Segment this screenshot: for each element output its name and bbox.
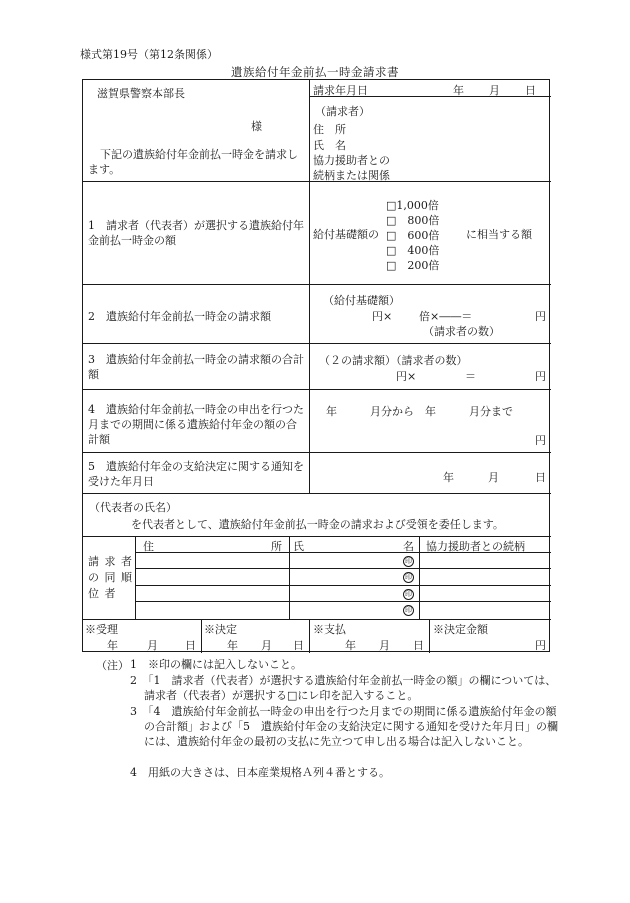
item2-label: 2 遺族給付年金前払一時金の請求額 [88, 310, 271, 323]
option-800[interactable]: □ 800倍 [386, 214, 440, 227]
note-1: 1 ※印の欄には記入しないこと。 [130, 658, 302, 671]
office-decided-day: 日 [293, 639, 304, 652]
request-sentence: 下記の遺族給付年金前払一時金を請求します。 [88, 148, 298, 176]
rule [309, 619, 310, 653]
item2-claimant-count: （請求者の数） [423, 325, 500, 338]
item3-equals: ＝ [465, 370, 476, 383]
item5-month: 月 [488, 471, 499, 484]
consent-header-address-left: 住 [143, 540, 154, 553]
rule [83, 343, 551, 344]
consent-header-name-left: 氏 [293, 540, 304, 553]
option-600[interactable]: □ 600倍 [386, 229, 440, 242]
rule [83, 493, 551, 494]
form-title: 遺族給付年金前払一時金請求書 [231, 65, 399, 79]
office-received-month: 月 [147, 639, 158, 652]
item3-label: 3 遺族給付年金前払一時金の請求額の合計額 [88, 353, 304, 381]
option-1000[interactable]: □1,000倍 [386, 199, 439, 212]
rule [289, 536, 290, 619]
rule [83, 452, 551, 453]
consent-header-relationship: 協力援助者との続柄 [426, 540, 525, 553]
item1-prefix: 給付基礎額の [313, 228, 379, 241]
item4-yen: 円 [535, 434, 546, 447]
item2-yen: 円 [535, 310, 546, 323]
office-received-year: 年 [107, 639, 118, 652]
rule [201, 619, 202, 653]
rule [419, 536, 420, 619]
item5-year: 年 [443, 471, 454, 484]
office-amount-label: ※決定金額 [433, 623, 488, 636]
office-paid-month: 月 [379, 639, 390, 652]
rule [135, 601, 551, 602]
date-month: 月 [489, 84, 500, 97]
note-3: 3 「4 遺族給付年金前払一時金の申出を行つた月までの期間に係る遺族給付年金の額の合計額」および「5 遺族給付年金の支給決定に関する通知を受けた年月日」の欄には、遺族給付年金の最初の支払に先立つて申し出る場合は記入しないこと。 [130, 705, 558, 748]
address-label: 住 所 [313, 123, 346, 136]
office-received-label: ※受理 [85, 623, 118, 636]
office-decided-month: 月 [261, 639, 272, 652]
representative-label: （代表者の氏名） [89, 501, 177, 514]
office-decided-year: 年 [227, 639, 238, 652]
note-4: 4 用紙の大きさは、日本産業規格Ａ列４番とする。 [130, 766, 390, 779]
rule [83, 536, 551, 537]
rule [83, 389, 551, 390]
office-paid-year: 年 [345, 639, 356, 652]
option-200[interactable]: □ 200倍 [386, 259, 440, 272]
seal-mark: 印 [405, 557, 412, 565]
seal-mark: 印 [405, 573, 412, 581]
office-paid-day: 日 [413, 639, 424, 652]
item1-label: 1 請求者（代表者）が選択する遺族給付年金前払一時金の額 [88, 219, 304, 247]
representative-sentence: を代表者として、遺族給付年金前払一時金の請求および受領を委任します。 [131, 518, 504, 531]
item3-yen: 円 [535, 370, 546, 383]
item2-yen-times: 円× [372, 310, 393, 323]
item5-label: 5 遺族給付年金の支給決定に関する通知を受けた年月日 [88, 460, 304, 488]
form-number: 様式第19号（第12条関係） [80, 48, 218, 61]
rule [309, 80, 310, 493]
option-400[interactable]: □ 400倍 [386, 244, 440, 257]
form-table [82, 79, 550, 652]
item3-header: （２の請求額）（請求者の数） [319, 354, 468, 367]
office-received-day: 日 [185, 639, 196, 652]
consent-label-2: の 同 順 [88, 571, 133, 584]
notes-label: （注） [96, 659, 129, 672]
claimant-header: （請求者） [315, 105, 370, 118]
seal-mark: 印 [405, 590, 412, 598]
rule [429, 619, 430, 653]
relationship-label: 協力援助者との 続柄または関係 [313, 154, 390, 182]
rule [135, 536, 136, 619]
office-paid-label: ※支払 [313, 623, 346, 636]
item3-yen-times: 円× [396, 370, 417, 383]
rule [135, 585, 551, 586]
rule [135, 568, 551, 569]
request-date-label: 請求年月日 [313, 84, 368, 97]
date-day: 日 [525, 84, 536, 97]
item1-suffix: に相当する額 [466, 228, 532, 241]
consent-header-address-right: 所 [271, 540, 282, 553]
item2-times-fraction: 倍×――＝ [419, 310, 473, 323]
item4-label: 4 遺族給付年金前払一時金の申出を行つた月までの期間に係る遺族給付年金の額の合計額 [88, 403, 304, 446]
item5-day: 日 [535, 471, 546, 484]
rule [83, 619, 551, 620]
office-decided-label: ※決定 [204, 623, 237, 636]
seal-mark: 印 [405, 606, 412, 614]
note-2: 2 「1 請求者（代表者）が選択する遺族給付年金前払一時金の額」の欄については、請求者（代表者）が選択する□にレ印を記入すること。 [130, 674, 557, 702]
name-label: 氏 名 [313, 139, 346, 152]
rule [83, 284, 551, 285]
date-year: 年 [453, 84, 464, 97]
item4-period: 年 月分から 年 月分まで [326, 405, 513, 418]
honorific: 様 [251, 120, 262, 133]
item2-base-label: （給付基礎額） [323, 294, 400, 307]
addressee: 滋賀県警察本部長 [97, 87, 185, 100]
office-amount-yen: 円 [535, 639, 546, 652]
consent-label-1: 請 求 者 [88, 555, 133, 568]
consent-header-name-right: 名 [403, 540, 414, 553]
consent-label-3: 位 者 [88, 587, 117, 600]
